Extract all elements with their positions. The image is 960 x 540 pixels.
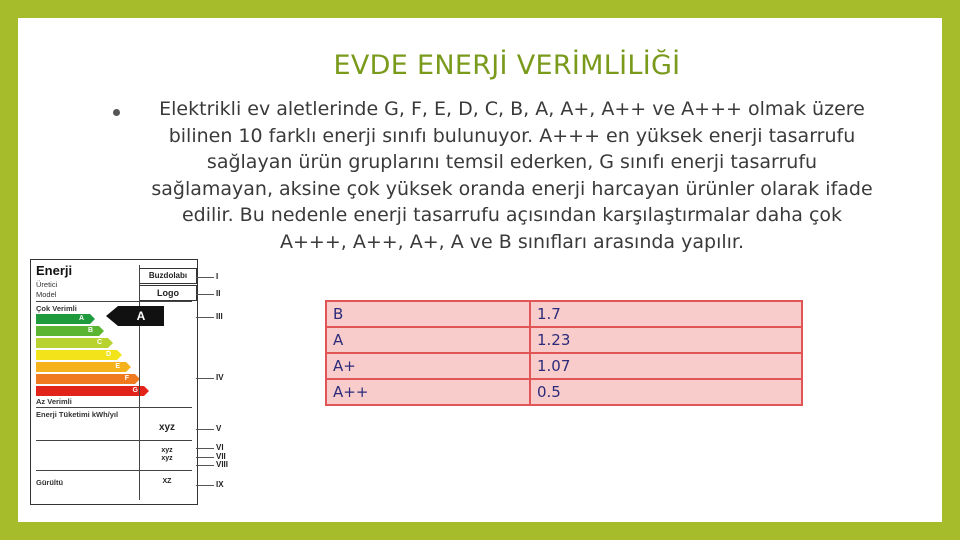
energy-class-bar	[36, 362, 126, 372]
roman-marker-line	[196, 317, 214, 318]
energy-class-bar	[36, 374, 135, 384]
efficient-caption: Çok Verimli	[36, 304, 77, 313]
roman-marker: III	[216, 312, 223, 321]
energy-class-cell: A	[326, 327, 530, 353]
label-divider	[36, 301, 192, 302]
table-row	[326, 353, 802, 379]
volume-value-1: xyz	[161, 447, 173, 454]
consumption-title: Enerji Tüketimi kWh/yıl	[36, 410, 119, 419]
energy-class-cell: A++	[326, 379, 530, 405]
energy-ratio-table	[325, 300, 803, 406]
label-divider	[36, 440, 192, 441]
roman-marker: VI	[216, 443, 224, 452]
roman-marker: IV	[216, 373, 224, 382]
roman-marker-line	[196, 485, 214, 486]
ratio-value-cell: 1.07	[530, 353, 802, 379]
energy-class-bar	[36, 350, 117, 360]
roman-marker: V	[216, 424, 222, 433]
energy-class-bar	[36, 326, 99, 336]
ratio-value-cell: 1.23	[530, 327, 802, 353]
roman-marker-line	[196, 429, 214, 430]
roman-marker: IX	[216, 480, 224, 489]
volume-value-2: xyz	[161, 455, 173, 462]
energy-class-letter: F	[124, 375, 129, 382]
noise-value: XZ	[162, 478, 172, 485]
energy-class-letter: B	[87, 327, 93, 334]
label-divider	[36, 470, 192, 471]
slide-title: EVDE ENERJİ VERİMLİLİĞİ	[333, 50, 681, 81]
energy-class-cell: B	[326, 301, 530, 327]
bullet-dot	[113, 109, 120, 116]
noise-label: Gürültü	[36, 478, 64, 487]
roman-marker-line	[196, 277, 214, 278]
roman-marker-line	[196, 294, 214, 295]
logo-box: Logo	[139, 285, 197, 301]
energy-class-letter: E	[115, 363, 120, 370]
table-row	[326, 327, 802, 353]
ratio-value-cell: 0.5	[530, 379, 802, 405]
roman-marker-line	[196, 465, 214, 466]
roman-marker: VIII	[216, 460, 229, 469]
roman-marker: I	[216, 272, 219, 281]
energy-label-image	[30, 259, 198, 505]
energy-class-bar	[36, 386, 144, 396]
energy-label-producer: Üretici	[36, 280, 58, 289]
inefficient-caption: Az Verimli	[36, 397, 72, 406]
label-divider	[36, 407, 192, 408]
ratio-value-cell: 1.7	[530, 301, 802, 327]
selected-class-arrow: A	[118, 306, 164, 326]
roman-marker: VII	[216, 452, 226, 461]
energy-class-letter: G	[132, 387, 138, 394]
consumption-value: xyz	[158, 422, 176, 433]
energy-label-model: Model	[36, 290, 57, 299]
label-vertical-divider	[139, 265, 140, 500]
energy-class-letter: C	[96, 339, 102, 346]
roman-marker: II	[216, 289, 221, 298]
table-row	[326, 379, 802, 405]
energy-class-bar	[36, 338, 108, 348]
energy-class-cell: A+	[326, 353, 530, 379]
roman-marker-line	[196, 457, 214, 458]
energy-class-bar	[36, 314, 90, 324]
energy-class-letter: D	[105, 351, 111, 358]
roman-marker-line	[196, 448, 214, 449]
appliance-type-box: Buzdolabı	[139, 268, 197, 284]
body-paragraph: Elektrikli ev aletlerinde G, F, E, D, C, B, A, A+, A++ ve A+++ olmak üzere bilinen 10 farklı enerji sınıfı bulunuyor. A+++ en yüksek enerji tasarrufu sağlayan ürün gruplarını temsil ederken, G sınıfı enerji tasarrufu sağlamayan, aksine çok yüksek oranda enerji harcayan ürünler olarak ifade edilir. Bu nedenle enerji tasarrufu açısından karşılaştırmalar daha çok A+++, A++, A+, A ve B sınıfları arasında yapılır.	[151, 98, 873, 253]
roman-marker-line	[196, 378, 214, 379]
energy-label-title: Enerji	[36, 263, 73, 278]
energy-class-letter: A	[78, 315, 84, 322]
table-row	[326, 301, 802, 327]
